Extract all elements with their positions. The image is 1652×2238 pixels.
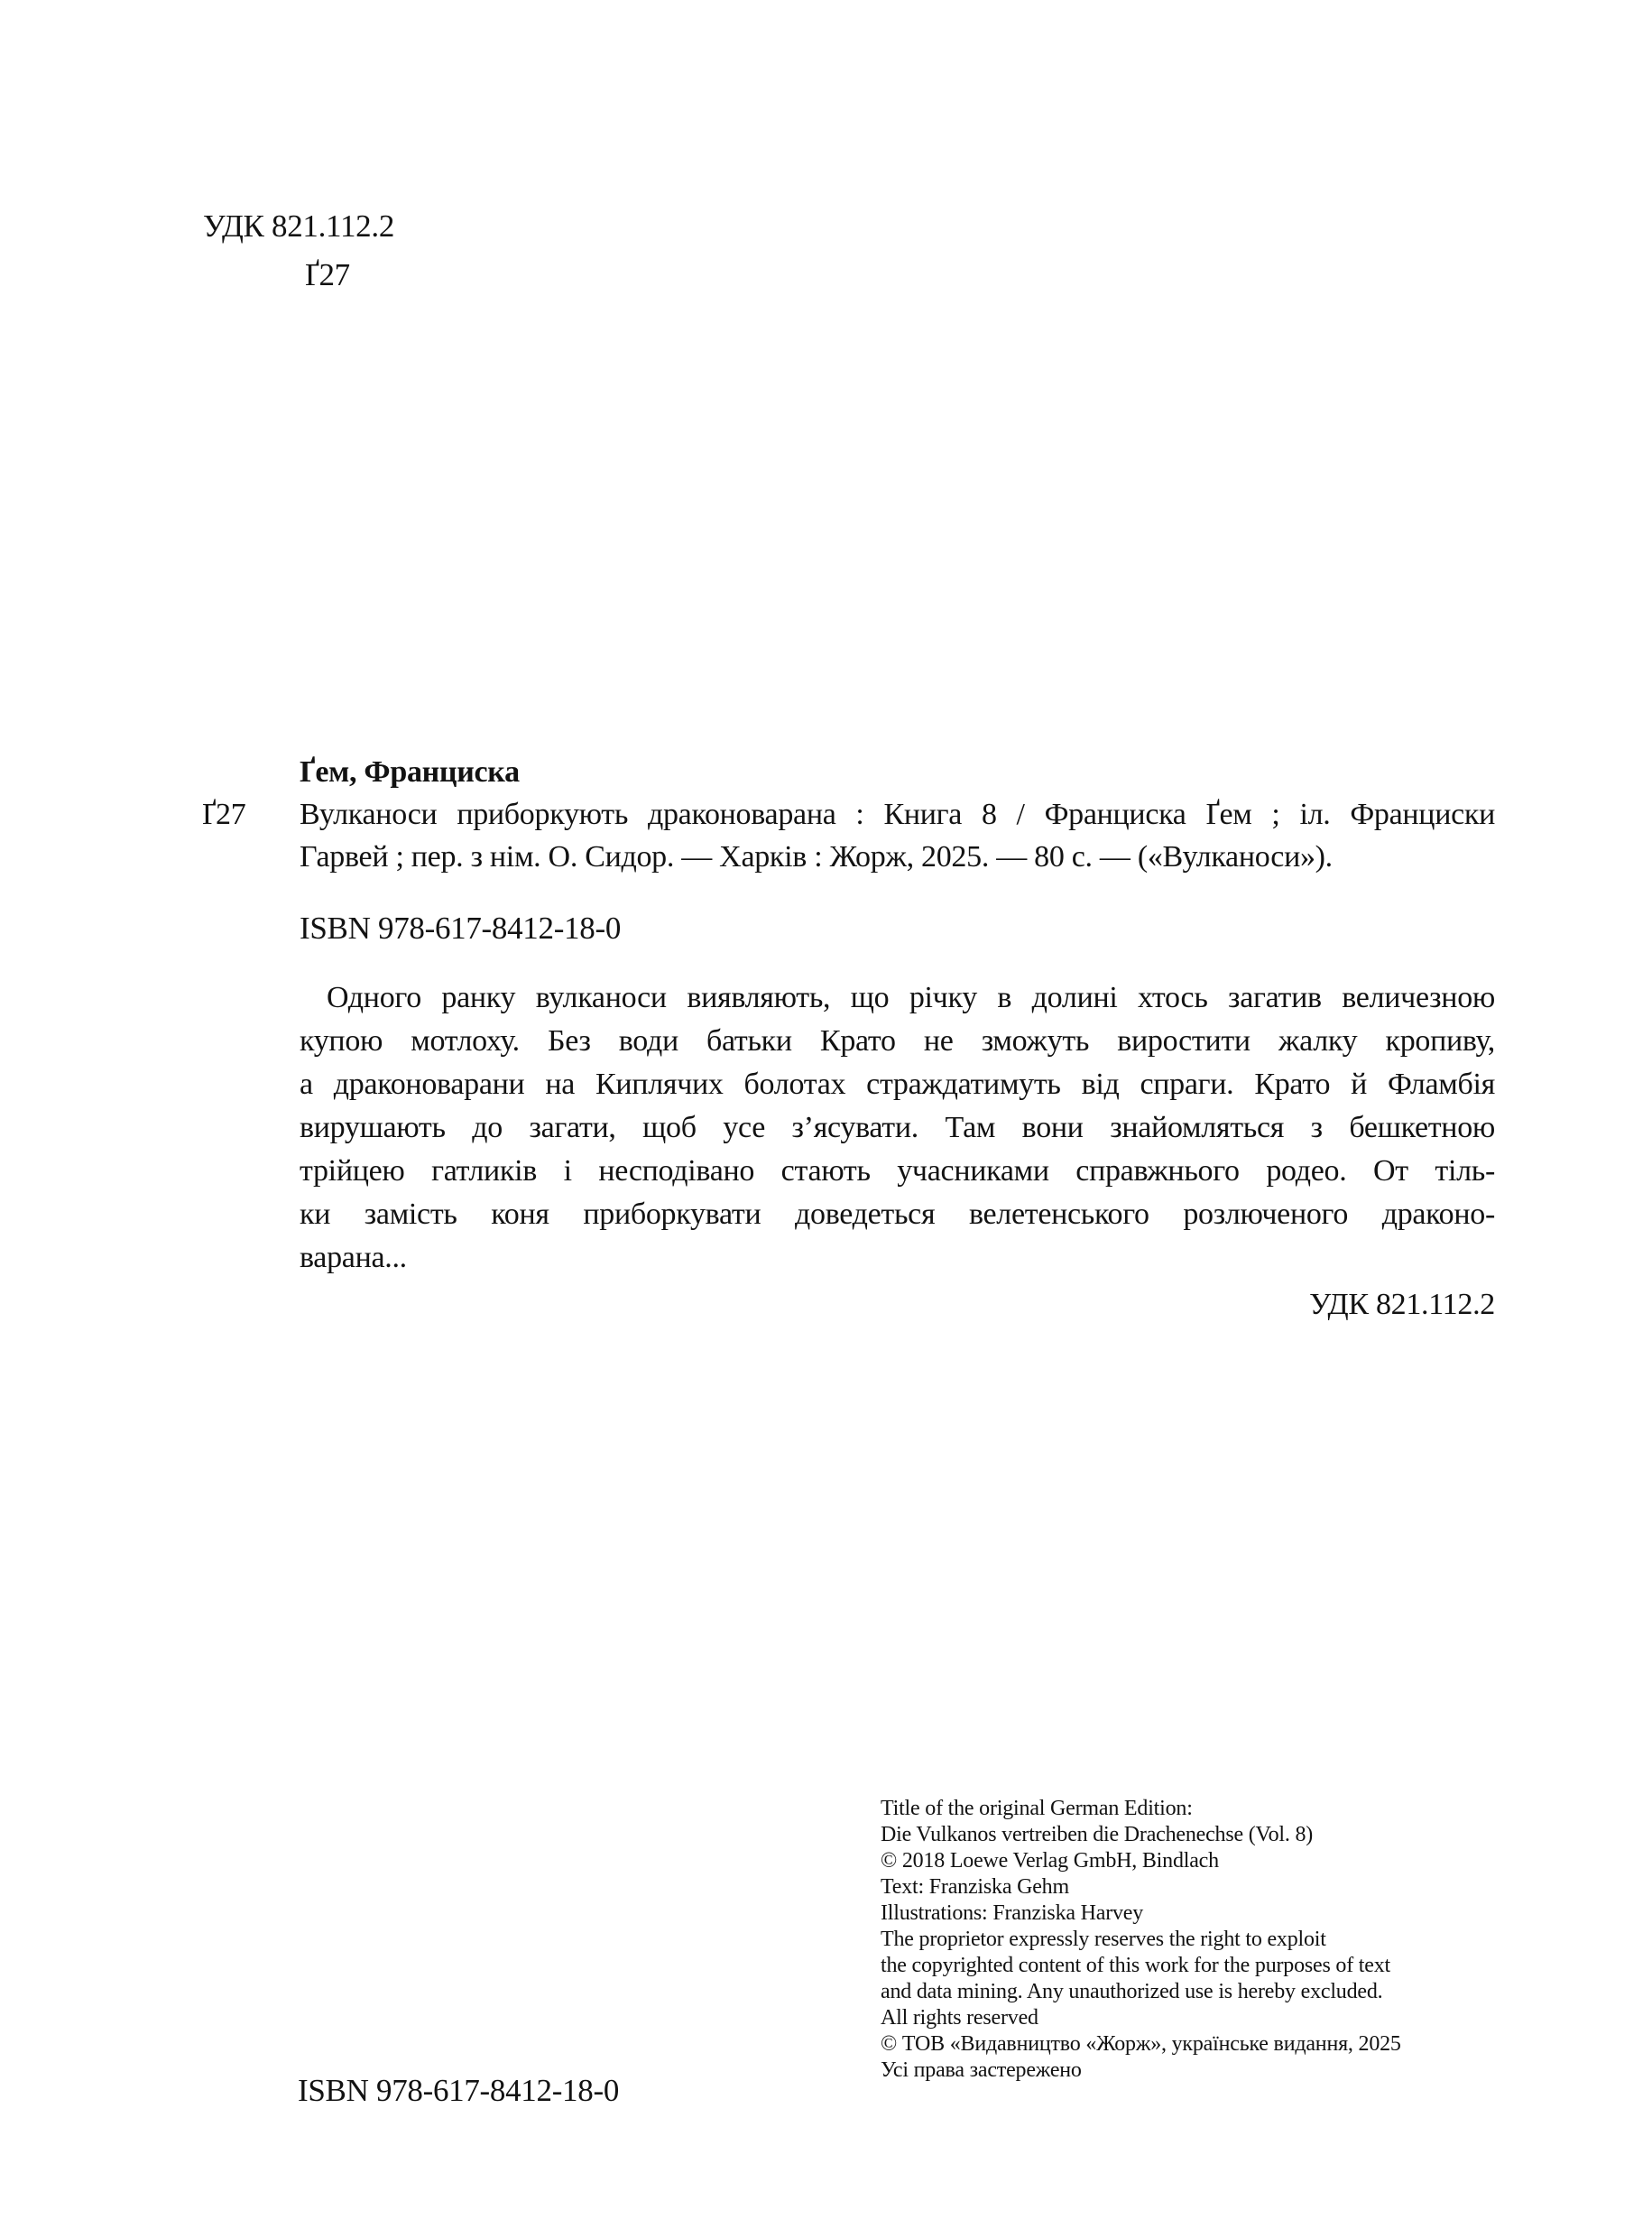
catalog-card-label: Ґ27 — [202, 798, 246, 831]
udc-number: УДК 821.112.2 — [203, 208, 395, 244]
copyright-line: Illustrations: Franziska Harvey — [881, 1901, 1144, 1925]
copyright-line: and data mining. Any unauthorized use is hereby excluded. — [881, 1980, 1383, 2003]
annotation-line: Одного ранку вулканоси виявляють, що річку в долині хтось загатив величезною — [327, 981, 1495, 1014]
copyright-line: Text: Franziska Gehm — [881, 1875, 1069, 1899]
udc-number-right: УДК 821.112.2 — [1309, 1288, 1495, 1321]
annotation-line: трійцею гатликів і несподівано стають учасниками справжнього родео. От тіль- — [300, 1154, 1495, 1188]
annotation-line: вирушають до загати, щоб усе з’ясувати. Там вони знайомляться з бешкетною — [300, 1111, 1495, 1144]
annotation — [300, 976, 1495, 1280]
catalog-card — [202, 751, 1495, 1327]
copyright-line: © ТОВ «Видавництво «Жорж», українське видання, 2025 — [881, 2032, 1401, 2056]
author-heading: Ґем, Франциска — [300, 755, 520, 789]
catalog-card-body — [300, 751, 1495, 1327]
copyright-line: © 2018 Loewe Verlag GmbH, Bindlach — [881, 1849, 1219, 1873]
copyright-line: Die Vulkanos vertreiben die Drachenechse (Vol. 8) — [881, 1823, 1314, 1846]
annotation-line: варана... — [300, 1241, 407, 1274]
annotation-line: купою мотлоху. Без води батьки Крато не зможуть виростити жалку кропиву, — [300, 1024, 1495, 1058]
annotation-line: а драконоварани на Киплячих болотах страждатимуть від спраги. Крато й Фламбія — [300, 1068, 1495, 1101]
annotation-line: ки замість коня приборкувати доведеться велетенського розлюченого драконо- — [300, 1198, 1495, 1231]
bib-description-line: Гарвей ; пер. з нім. О. Сидор. — Харків : Жорж, 2025. — 80 с. — («Вулканоси»). — [300, 840, 1333, 874]
udc-block — [203, 202, 394, 300]
isbn-bottom: ISBN 978-617-8412-18-0 — [298, 2073, 620, 2108]
bib-description-line: Вулканоси приборкують драконоварана : Книга 8 / Франциска Ґем ; іл. Франциски — [300, 798, 1495, 831]
copyright-line: Усі права застережено — [881, 2058, 1082, 2082]
copyright-block — [881, 1796, 1512, 2084]
copyright-line: The proprietor expressly reserves the right to exploit — [881, 1928, 1326, 1951]
author-code: Ґ27 — [305, 257, 350, 292]
copyright-line: Title of the original German Edition: — [881, 1797, 1193, 1820]
copyright-line: All rights reserved — [881, 2006, 1038, 2030]
isbn-top: ISBN 978-617-8412-18-0 — [300, 911, 622, 946]
copyright-line: the copyrighted content of this work for the purposes of text — [881, 1954, 1390, 1977]
